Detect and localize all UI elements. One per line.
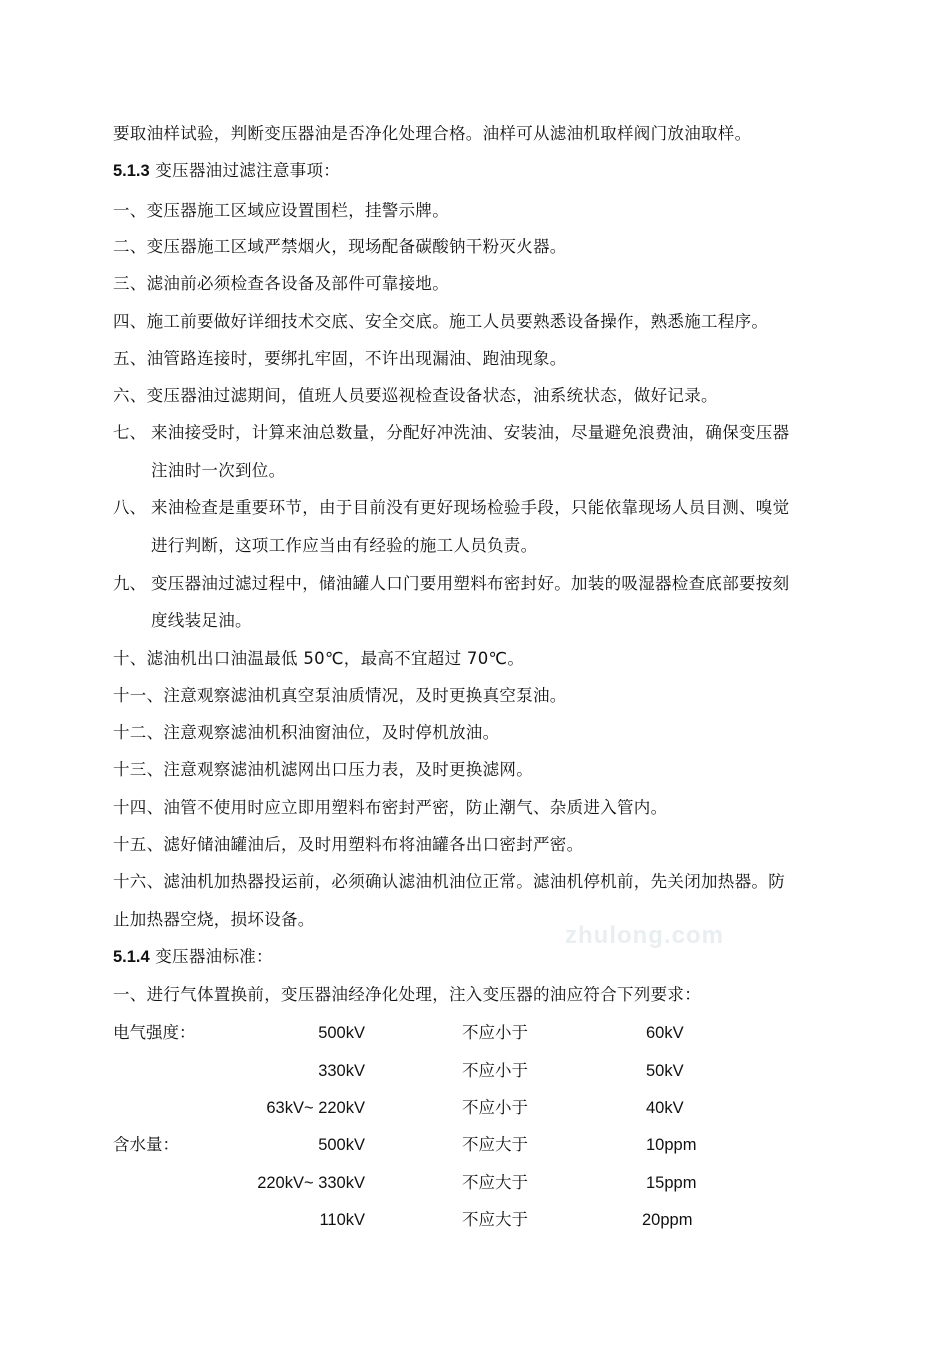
paragraph-line: 要取油样试验，判断变压器油是否净化处理合格。油样可从滤油机取样阀门放油取样。 bbox=[113, 124, 752, 143]
list-number: 九、 bbox=[113, 574, 146, 593]
list-item: 六、变压器油过滤期间，值班人员要巡视检查设备状态，油系统状态，做好记录。 bbox=[113, 386, 718, 405]
table-value: 20ppm bbox=[642, 1211, 693, 1229]
table-label: 含水量： bbox=[113, 1135, 179, 1154]
list-number: 七、 bbox=[113, 423, 146, 442]
paragraph-line: 一、进行气体置换前，变压器油经净化处理，注入变压器的油应符合下列要求： bbox=[113, 985, 701, 1004]
list-item: 十二、注意观察滤油机积油窗油位，及时停机放油。 bbox=[113, 723, 500, 742]
list-item: 十一、注意观察滤油机真空泵油质情况，及时更换真空泵油。 bbox=[113, 686, 567, 705]
table-label: 电气强度： bbox=[113, 1023, 196, 1042]
table-voltage: 500kV bbox=[318, 1136, 365, 1154]
list-item: 止加热器空烧，损坏设备。 bbox=[113, 910, 315, 929]
list-item-text: 来油检查是重要环节，由于目前没有更好现场检验手段，只能依靠现场人员目测、嗅觉 bbox=[151, 498, 790, 517]
watermark: zhulong.com bbox=[565, 922, 724, 949]
table-condition: 不应大于 bbox=[462, 1135, 528, 1154]
table-condition: 不应大于 bbox=[462, 1210, 528, 1229]
list-item-text: 度线装足油。 bbox=[151, 611, 252, 630]
table-voltage: 500kV bbox=[318, 1024, 365, 1042]
section-heading-5-1-3: 5.1.3 变压器油过滤注意事项： bbox=[113, 161, 341, 180]
list-number: 八、 bbox=[113, 498, 146, 517]
table-condition: 不应小于 bbox=[462, 1098, 528, 1117]
section-heading-5-1-4: 5.1.4 变压器油标准： bbox=[113, 947, 273, 966]
list-item: 三、滤油前必须检查各设备及部件可靠接地。 bbox=[113, 274, 449, 293]
list-item-text: 来油接受时，计算来油总数量，分配好冲洗油、安装油，尽量避免浪费油，确保变压器 bbox=[151, 423, 790, 442]
table-condition: 不应小于 bbox=[462, 1023, 528, 1042]
table-value: 50kV bbox=[646, 1062, 684, 1080]
list-item: 十、滤油机出口油温最低 50℃，最高不宜超过 70℃。 bbox=[113, 649, 525, 668]
list-item-text: 进行判断，这项工作应当由有经验的施工人员负责。 bbox=[151, 536, 538, 555]
list-item: 十三、注意观察滤油机滤网出口压力表，及时更换滤网。 bbox=[113, 760, 533, 779]
table-voltage: 63kV~ 220kV bbox=[266, 1099, 365, 1117]
table-value: 15ppm bbox=[646, 1174, 697, 1192]
list-item: 十五、滤好储油罐油后，及时用塑料布将油罐各出口密封严密。 bbox=[113, 835, 584, 854]
list-item: 一、变压器施工区域应设置围栏，挂警示牌。 bbox=[113, 201, 449, 220]
table-condition: 不应大于 bbox=[462, 1173, 528, 1192]
list-item: 十六、滤油机加热器投运前，必须确认滤油机油位正常。滤油机停机前，先关闭加热器。防 bbox=[113, 872, 785, 891]
table-voltage: 220kV~ 330kV bbox=[257, 1174, 365, 1192]
table-value: 40kV bbox=[646, 1099, 684, 1117]
table-value: 10ppm bbox=[646, 1136, 697, 1154]
table-condition: 不应小于 bbox=[462, 1061, 528, 1080]
list-item: 十四、油管不使用时应立即用塑料布密封严密，防止潮气、杂质进入管内。 bbox=[113, 798, 668, 817]
table-voltage: 330kV bbox=[318, 1062, 365, 1080]
table-voltage: 110kV bbox=[319, 1211, 365, 1229]
list-item-text: 变压器油过滤过程中，储油罐人口门要用塑料布密封好。加装的吸湿器检查底部要按刻 bbox=[151, 574, 790, 593]
table-value: 60kV bbox=[646, 1024, 684, 1042]
list-item: 二、变压器施工区域严禁烟火，现场配备碳酸钠干粉灭火器。 bbox=[113, 237, 567, 256]
list-item-text: 注油时一次到位。 bbox=[151, 461, 286, 480]
list-item: 四、施工前要做好详细技术交底、安全交底。施工人员要熟悉设备操作，熟悉施工程序。 bbox=[113, 312, 769, 331]
list-item: 五、油管路连接时，要绑扎牢固，不许出现漏油、跑油现象。 bbox=[113, 349, 567, 368]
